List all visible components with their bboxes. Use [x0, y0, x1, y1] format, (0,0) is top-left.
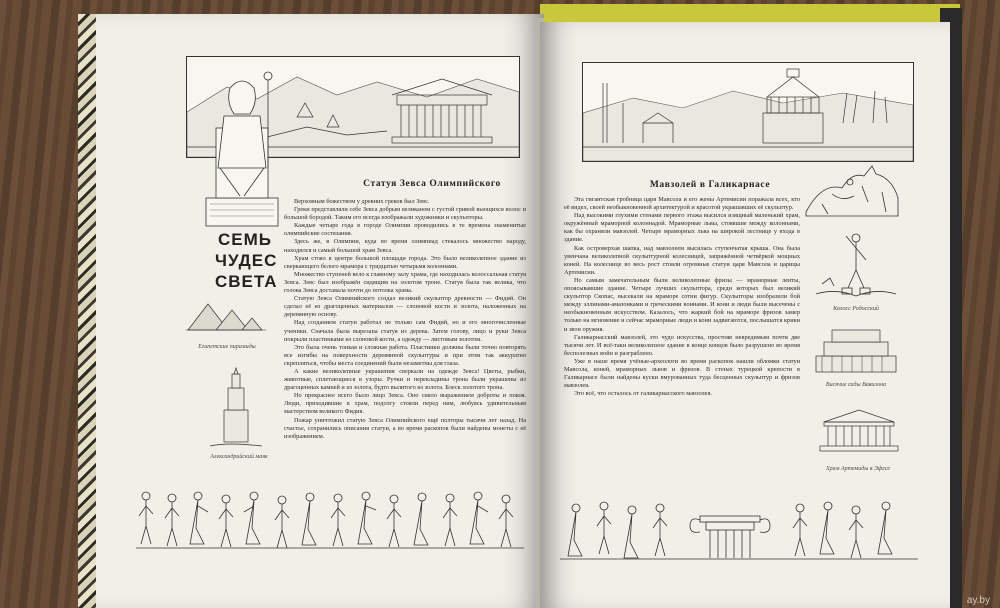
- paragraph: Множество ступеней вело к главному залу храма, где находилась колоссальная статуя Зевса. Зевс был изображён сидящим на золотом троне. Статуя была так велика, что голова Зевса доставала почти до потолка храма.: [284, 270, 526, 295]
- paragraph: Греки представляли себе Зевса добрым великаном с густой гривой вьющихся волос и большой бородой. Таким его всегда изображали художники и скульпторы.: [284, 206, 526, 222]
- watermark: ay.by: [966, 595, 990, 606]
- series-title-line: ЧУДЕС: [215, 251, 278, 270]
- series-title-line: СЕМЬ: [218, 230, 272, 249]
- paragraph: Но прекраснее всего было лицо Зевса. Оно сияло выражением доброты и покоя. Люди, приходившие в храм, подолгу стояли перед ним, любуясь удивительным мастерством великого Фидия.: [284, 392, 526, 416]
- mausoleum-frieze-illustration: [560, 490, 918, 562]
- paragraph: Пожар уничтожил статую Зевса Олимпийского ещё полторы тысячи лет назад. На счастье, сохранились описания статуи, а во время раскопок были найдены монеты с её изображением.: [284, 416, 526, 440]
- pyramids-caption: Египетские пирамиды: [198, 344, 256, 350]
- zeus-statue-illustration: [200, 68, 284, 234]
- paragraph: Уже в наше время учёные-археологи во время раскопок нашли обломки статуи Мавсола, коней, мраморных львов и фризов. В стенах турецкой крепости в Галикарнасе были найдены куски вмурованных туда бесценных скульптур и фризов мавзолея.: [564, 357, 800, 390]
- paragraph: Как островерхая шапка, над мавзолеем высилась ступенчатая крыша. Она была увенчана великолепной скульптурной колесницей, запряжённой четвёркой мощных коней. На колеснице во весь рост стояли огромные статуи царя Мавсола и царицы Артемисии.: [564, 244, 800, 276]
- lighthouse-caption: Александрийский маяк: [210, 454, 268, 460]
- paragraph: Это была очень тонкая и сложная работа. Пластинки должны были точно повторять все изгибы на поверхности деревянной скульптуры и при этом так аккуратно скрепляться, чтобы места соединений были незаметны для глаза.: [284, 343, 526, 367]
- series-title-line: СВЕТА: [215, 272, 278, 291]
- zeus-text: [284, 198, 526, 494]
- mausoleum-illustration: [582, 62, 914, 162]
- paragraph: Каждые четыре года в городе Олимпии проводились в те времена знаменитые олимпийские состязания.: [284, 222, 526, 238]
- paragraph: Но самым замечательным были великолепные фризы — мраморные ленты, опоясывавшие здание. Четыре лучших скульптора, среди которых был великий скульптор Скопас, высекали на мраморе сотни фигур. Скульпторы изобразили бой между эллинами-амазонками и греческими воинами. И кони и люди были высечены с необыкновенным искусством. Казалось, что жаркий бой на мраморе фризов замер только на мгновение и сейчас мраморные люди и кони задвигаются, послышатся крики и звон оружия.: [564, 276, 800, 333]
- paragraph: Над созданием статуи работал не только сам Фидий, но и его многочисленные ученики. Сначала была вырезана статуя из дерева. Затем голову, лицо и руки Зевса покрыли пластинками из слоновой кости, а одежду — листовым золотом.: [284, 319, 526, 343]
- paragraph: Здесь же, в Олимпии, куда во время олимпиад стекалось множество народу, находился и самый большой храм Зевса.: [284, 238, 526, 254]
- zeus-heading: Статуя Зевса Олимпийского: [363, 179, 501, 189]
- seven-wonders-title: [215, 229, 278, 292]
- left-page: [96, 14, 544, 608]
- paragraph: Эта гигантская гробница царя Мавсола и его жены Артемисии поражала всех, кто её видел, своей необыкновенной архитектурой и красотой украшавших её скульптур.: [564, 196, 800, 212]
- lighthouse-illustration: [208, 366, 264, 450]
- pyramids-illustration: [186, 296, 266, 332]
- greek-figures-frieze: [136, 482, 524, 552]
- paragraph: Статую Зевса Олимпийского создал великий скульптор древности — Фидий. Он сделал её из драгоценных материалов — слоновой кости и золота, наложенных на деревянную основу.: [284, 295, 526, 319]
- horses-relief-illustration: [802, 152, 902, 222]
- paragraph: Над высокими глухими стенами первого этажа высился изящный маленький храм, окружённый мраморной колоннадой. Мраморные львы, стоявшие между колоннами, как бы охраняли мавзолей. Четыре мраморных льва на широкой лестнице у входа в здание.: [564, 212, 800, 244]
- mausoleum-heading: Мавзолей в Галикарнасе: [649, 180, 771, 190]
- colossus-illustration: [816, 230, 896, 300]
- temple-caption: Храм Артемиды в Эфесе: [826, 466, 890, 472]
- hanging-gardens-illustration: [808, 320, 902, 376]
- paragraph: Галикарнасский мавзолей, это чудо искусства, простояв невредимым почти две тысячи лет. И всё-таки великолепное здание в конце концов было разрушено во время бесполезных войн и разграблено.: [564, 333, 800, 357]
- colossus-caption: Колосс Родосский: [833, 306, 879, 312]
- mausoleum-text: [564, 196, 800, 504]
- paragraph: Это всё, что осталось от галикарнасского мавзолея.: [574, 390, 712, 398]
- right-page: [540, 22, 950, 608]
- temple-artemis-illustration: [816, 406, 902, 454]
- gardens-caption: Висячие сады Вавилона: [825, 382, 887, 388]
- paragraph: А какие великолепные украшения сверкали на одежде Зевса! Цветы, рыбки, животные, сплетающиеся в узоры. Ручки и перекладины трона были украшены из драгоценных камней и из золота, будто вылитого из золота. Блеск золотого трона.: [284, 367, 526, 392]
- paragraph: Храм стоял в центре большой площади города. Это было великолепное здание из сверкающего белого мрамора с тридцатью четырьмя колоннами.: [284, 254, 526, 270]
- paragraph: Верховным божеством у древних греков был Зевс.: [294, 198, 430, 205]
